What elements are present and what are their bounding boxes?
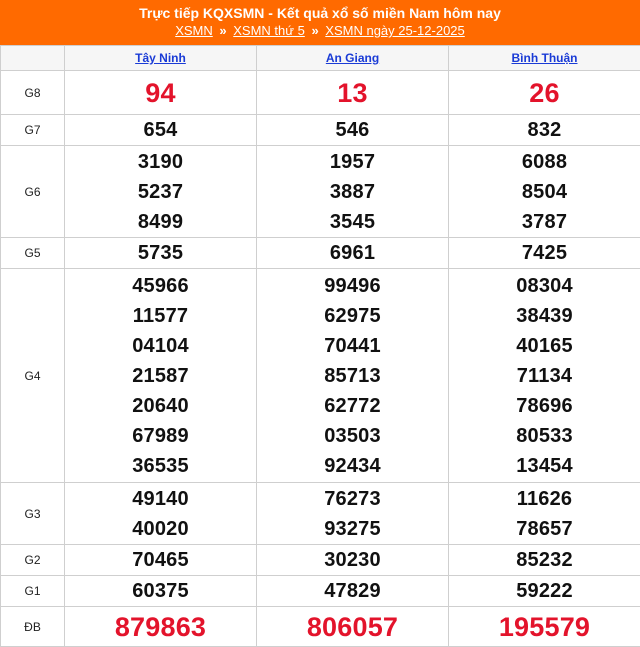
result-number: 3545 [257,207,448,237]
result-number: 38439 [449,301,640,331]
prize-cell [65,576,257,607]
province-link-an-giang[interactable]: An Giang [326,51,379,65]
prize-cell [449,146,640,238]
result-number: 8504 [449,177,640,207]
result-number: 94 [65,76,256,110]
prize-cell [257,115,449,146]
prize-row-g2 [1,545,640,576]
prize-cell [449,545,640,576]
province-link-tay-ninh[interactable]: Tây Ninh [135,51,186,65]
prize-label: G4 [1,269,65,483]
breadcrumb-xsmn-date[interactable]: XSMN ngày 25-12-2025 [325,23,464,38]
result-number: 3887 [257,177,448,207]
result-number: 546 [257,115,448,145]
result-number: 93275 [257,514,448,544]
prize-cell [257,545,449,576]
page-header [0,0,640,45]
result-number: 40020 [65,514,256,544]
result-number: 78657 [449,514,640,544]
prize-row-g8 [1,71,640,115]
prize-cell [449,607,640,647]
prize-label: G5 [1,238,65,269]
prize-row-g4 [1,269,640,483]
breadcrumb-separator: » [219,23,226,38]
prize-row-g5 [1,238,640,269]
result-number: 8499 [65,207,256,237]
result-number: 08304 [449,271,640,301]
breadcrumb-separator: » [311,23,318,38]
prize-cell [257,238,449,269]
prize-cell [257,269,449,483]
result-number: 85713 [257,361,448,391]
result-number: 04104 [65,331,256,361]
result-number: 5735 [65,238,256,268]
result-number: 11626 [449,484,640,514]
result-number: 13 [257,76,448,110]
prize-row-g7 [1,115,640,146]
result-number: 59222 [449,576,640,606]
result-number: 70441 [257,331,448,361]
results-table [0,45,640,647]
result-number: 99496 [257,271,448,301]
province-header [449,46,640,71]
result-number: 6088 [449,147,640,177]
result-number: 62772 [257,391,448,421]
prize-cell [449,576,640,607]
result-number: 92434 [257,451,448,481]
prize-label: G1 [1,576,65,607]
prize-label: G2 [1,545,65,576]
result-number: 76273 [257,484,448,514]
result-number: 60375 [65,576,256,606]
prize-label: ĐB [1,607,65,647]
prize-label: G3 [1,483,65,545]
results-body [1,71,640,647]
province-header [65,46,257,71]
prize-label: G7 [1,115,65,146]
result-number: 49140 [65,484,256,514]
result-number: 20640 [65,391,256,421]
header-corner [1,46,65,71]
prize-cell [65,269,257,483]
result-number: 832 [449,115,640,145]
prize-row-g6 [1,146,640,238]
result-number: 36535 [65,451,256,481]
result-number: 195579 [449,610,640,644]
prize-cell [65,607,257,647]
prize-cell [449,483,640,545]
breadcrumb [0,22,640,40]
result-number: 62975 [257,301,448,331]
result-number: 879863 [65,610,256,644]
prize-cell [449,269,640,483]
prize-cell [257,483,449,545]
result-number: 6961 [257,238,448,268]
prize-cell [257,607,449,647]
result-number: 71134 [449,361,640,391]
result-number: 78696 [449,391,640,421]
result-number: 5237 [65,177,256,207]
prize-row-g1 [1,576,640,607]
prize-cell [449,238,640,269]
prize-cell [449,71,640,115]
result-number: 13454 [449,451,640,481]
result-number: 03503 [257,421,448,451]
result-number: 45966 [65,271,256,301]
result-number: 85232 [449,545,640,575]
prize-cell [65,146,257,238]
prize-label: G6 [1,146,65,238]
result-number: 806057 [257,610,448,644]
province-link-binh-thuan[interactable]: Bình Thuận [512,51,578,65]
result-number: 3190 [65,147,256,177]
result-number: 67989 [65,421,256,451]
result-number: 7425 [449,238,640,268]
page-title: Trực tiếp KQXSMN - Kết quả xổ số miền Nam hôm nay [0,4,640,22]
result-number: 21587 [65,361,256,391]
prize-cell [65,238,257,269]
prize-cell [65,71,257,115]
result-number: 40165 [449,331,640,361]
prize-cell [257,146,449,238]
result-number: 30230 [257,545,448,575]
result-number: 11577 [65,301,256,331]
breadcrumb-xsmn[interactable]: XSMN [175,23,213,38]
result-number: 80533 [449,421,640,451]
province-header [257,46,449,71]
prize-cell [65,545,257,576]
prize-label: G8 [1,71,65,115]
prize-cell [65,483,257,545]
province-header-row [1,46,640,71]
result-number: 3787 [449,207,640,237]
result-number: 47829 [257,576,448,606]
result-number: 70465 [65,545,256,575]
prize-row-g3 [1,483,640,545]
prize-cell [257,576,449,607]
result-number: 654 [65,115,256,145]
prize-cell [257,71,449,115]
result-number: 26 [449,76,640,110]
prize-cell [65,115,257,146]
prize-cell [449,115,640,146]
prize-row-db [1,607,640,647]
result-number: 1957 [257,147,448,177]
breadcrumb-xsmn-thu-5[interactable]: XSMN thứ 5 [233,23,305,38]
